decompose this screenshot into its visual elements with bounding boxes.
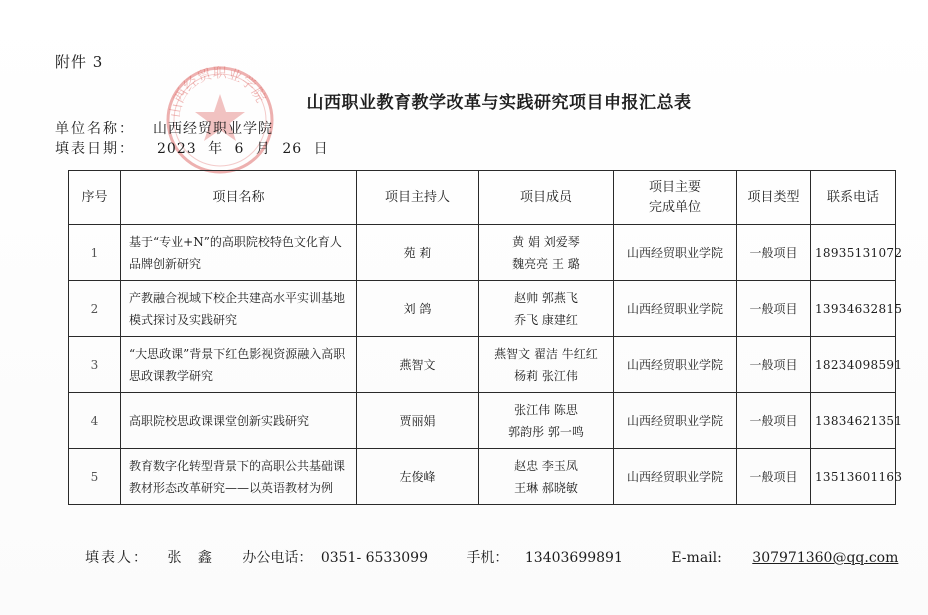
header-unit	[614, 171, 737, 225]
header-unit-line-2: 完成单位	[648, 199, 701, 215]
row-project-name: 高职院校思政课课堂创新实践研究	[121, 393, 357, 449]
row-no: 4	[69, 393, 121, 449]
table-header-row	[69, 171, 896, 225]
email-link[interactable]: 307971360@qq.com	[752, 550, 899, 566]
header-host: 项目主持人	[357, 171, 479, 225]
row-phone: 18935131072	[811, 225, 896, 281]
table-row	[69, 225, 896, 281]
row-type: 一般项目	[737, 225, 811, 281]
member-line: 郭韵彤 郭一鸣	[508, 424, 584, 439]
row-host: 苑 莉	[357, 225, 479, 281]
document-title: 山西职业教育教学改革与实践研究项目申报汇总表	[306, 93, 692, 113]
office-phone-value: 0351- 6533099	[320, 550, 428, 566]
header-unit-line-1: 项目主要	[648, 179, 701, 195]
row-project-name: 产教融合视域下校企共建高水平实训基地模式探讨及实践研究	[121, 281, 357, 337]
header-type: 项目类型	[737, 171, 811, 225]
header-no: 序号	[69, 171, 121, 225]
row-type: 一般项目	[737, 449, 811, 505]
row-members	[479, 281, 614, 337]
member-line: 赵帅 郭燕飞	[514, 290, 578, 305]
row-phone: 18234098591	[811, 337, 896, 393]
header-phone: 联系电话	[811, 171, 896, 225]
row-host: 贾丽娟	[357, 393, 479, 449]
row-members	[479, 337, 614, 393]
unit-value: 山西经贸职业学院	[153, 121, 273, 137]
row-no: 1	[69, 225, 121, 281]
row-host: 燕智文	[357, 337, 479, 393]
fill-date-row	[55, 138, 329, 158]
fill-date-value: 2023 年 6 月 26 日	[157, 141, 329, 157]
member-line: 魏亮亮 王 璐	[512, 256, 580, 271]
member-line: 乔飞 康建红	[514, 312, 578, 327]
row-unit: 山西经贸职业学院	[614, 337, 737, 393]
mobile-value: 13403699891	[524, 550, 623, 566]
member-line: 杨莉 张江伟	[514, 368, 578, 383]
row-phone: 13513601163	[811, 449, 896, 505]
unit-row	[55, 118, 273, 138]
table-row	[69, 393, 896, 449]
row-no: 5	[69, 449, 121, 505]
fill-date-label: 填表日期：	[55, 141, 135, 157]
row-unit: 山西经贸职业学院	[614, 225, 737, 281]
office-phone-label: 办公电话：	[242, 550, 313, 566]
row-project-name: “大思政课”背景下红色影视资源融入高职思政课教学研究	[121, 337, 357, 393]
row-unit: 山西经贸职业学院	[614, 393, 737, 449]
table-row	[69, 337, 896, 393]
attachment-label: 附件 3	[55, 53, 104, 71]
filler-value: 张 鑫	[167, 550, 218, 566]
seal-text: 山西经贸职业学院	[167, 65, 269, 119]
member-line: 张江伟 陈思	[514, 402, 578, 417]
header-members: 项目成员	[479, 171, 614, 225]
row-type: 一般项目	[737, 393, 811, 449]
filler-label: 填表人：	[85, 550, 149, 566]
row-unit: 山西经贸职业学院	[614, 449, 737, 505]
mobile-label: 手机：	[466, 550, 509, 566]
member-line: 王琳 郝晓敏	[514, 480, 578, 495]
row-phone: 13834621351	[811, 393, 896, 449]
row-phone: 13934632815	[811, 281, 896, 337]
row-unit: 山西经贸职业学院	[614, 281, 737, 337]
row-project-name: 基于“专业+N”的高职院校特色文化育人品牌创新研究	[121, 225, 357, 281]
table-row	[69, 281, 896, 337]
header-name: 项目名称	[121, 171, 357, 225]
row-type: 一般项目	[737, 337, 811, 393]
row-host: 左俊峰	[357, 449, 479, 505]
row-host: 刘 鸽	[357, 281, 479, 337]
table-row	[69, 449, 896, 505]
project-summary-table	[68, 170, 903, 505]
member-line: 黄 娟 刘爱琴	[512, 234, 580, 249]
row-members	[479, 393, 614, 449]
unit-label: 单位名称：	[55, 121, 135, 137]
member-line: 赵忠 李玉凤	[514, 458, 578, 473]
email-label: E-mail:	[671, 550, 722, 566]
member-line: 燕智文 翟洁 牛红红	[494, 346, 598, 361]
row-no: 2	[69, 281, 121, 337]
row-no: 3	[69, 337, 121, 393]
row-project-name: 教育数字化转型背景下的高职公共基础课教材形态改革研究——以英语教材为例	[121, 449, 357, 505]
row-type: 一般项目	[737, 281, 811, 337]
row-members	[479, 449, 614, 505]
row-members	[479, 225, 614, 281]
contact-footer	[85, 547, 898, 567]
